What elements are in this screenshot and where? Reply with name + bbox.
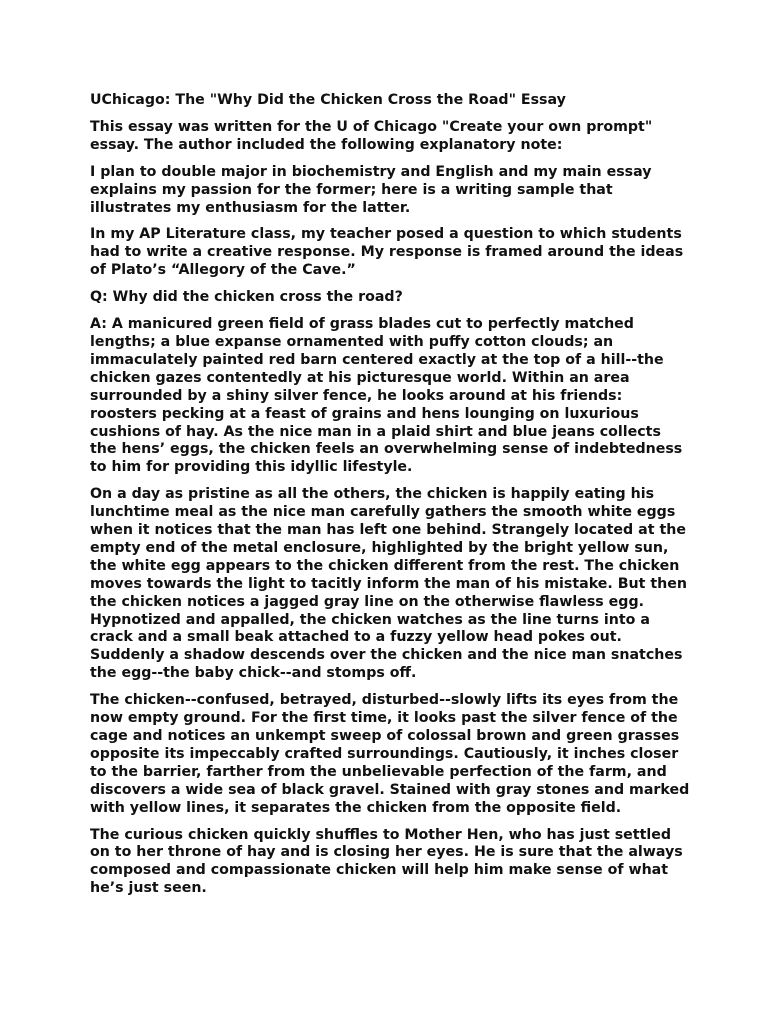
author-note-paragraph: I plan to double major in biochemistry and English and my main essay explains my passion for the former; here is a writing sample that illustrates my enthusiasm for the latter. (90, 163, 652, 216)
story-paragraph-egg: On a day as pristine as all the others, the chicken is happily eating his lunchtime meal as the nice man carefully gathers the smooth white eggs when it notices that the man has left one behind. Strangely located at the empty end of the metal enclosure, highlighted by the bright yellow sun, the white egg appears to the chicken different from the rest. The chicken moves towards the light to tacitly inform the man of his mistake. But then the chicken notices a jagged gray line on the otherwise flawless egg. Hypnotized and appalled, the chicken watches as the line turns into a crack and a small beak attached to a fuzzy yellow head pokes out. Suddenly a shadow descends over the chicken and the nice man snatches the egg--the baby chick--and stomps off. (90, 486, 687, 682)
story-paragraph-mother-hen: The curious chicken quickly shuffles to Mother Hen, who has just settled on to her throne of hay and is closing her eyes. He is sure that the always composed and compassionate chicken will help him make sense of what he’s just seen. (90, 826, 683, 897)
essay-title: UChicago: The "Why Did the Chicken Cross the Road" Essay (90, 92, 566, 108)
document-page (90, 92, 690, 907)
question-paragraph: Q: Why did the chicken cross the road? (90, 289, 403, 306)
answer-paragraph: A: A manicured green field of grass blades cut to perfectly matched lengths; a blue expanse ornamented with puffy cotton clouds; an immaculately painted red barn centered exactly at the top of a hill--the chicken gazes contentedly at his picturesque world. Within an area surrounded by a shiny silver fence, he looks around at his friends: roosters pecking at a feast of grains and hens lounging on luxurious cushions of hay. As the nice man in a plaid shirt and blue jeans collects the hens’ eggs, the chicken feels an overwhelming sense of indebtedness to him for providing this idyllic lifestyle. (90, 316, 683, 476)
story-paragraph-road: The chicken--confused, betrayed, disturbed--slowly lifts its eyes from the now empty ground. For the first time, it looks past the silver fence of the cage and notices an unkempt sweep of colossal brown and green grasses opposite its impeccably crafted surroundings. Cautiously, it inches closer to the barrier, farther from the unbelievable perfection of the farm, and discovers a wide sea of black gravel. Stained with gray stones and marked with yellow lines, it separates the chicken from the opposite field. (90, 692, 690, 816)
intro-paragraph: This essay was written for the U of Chicago "Create your own prompt" essay. The author included the following explanatory note: (90, 118, 653, 153)
context-paragraph: In my AP Literature class, my teacher posed a question to which students had to write a creative response. My response is framed around the ideas of Plato’s “Allegory of the Cave.” (90, 226, 684, 279)
